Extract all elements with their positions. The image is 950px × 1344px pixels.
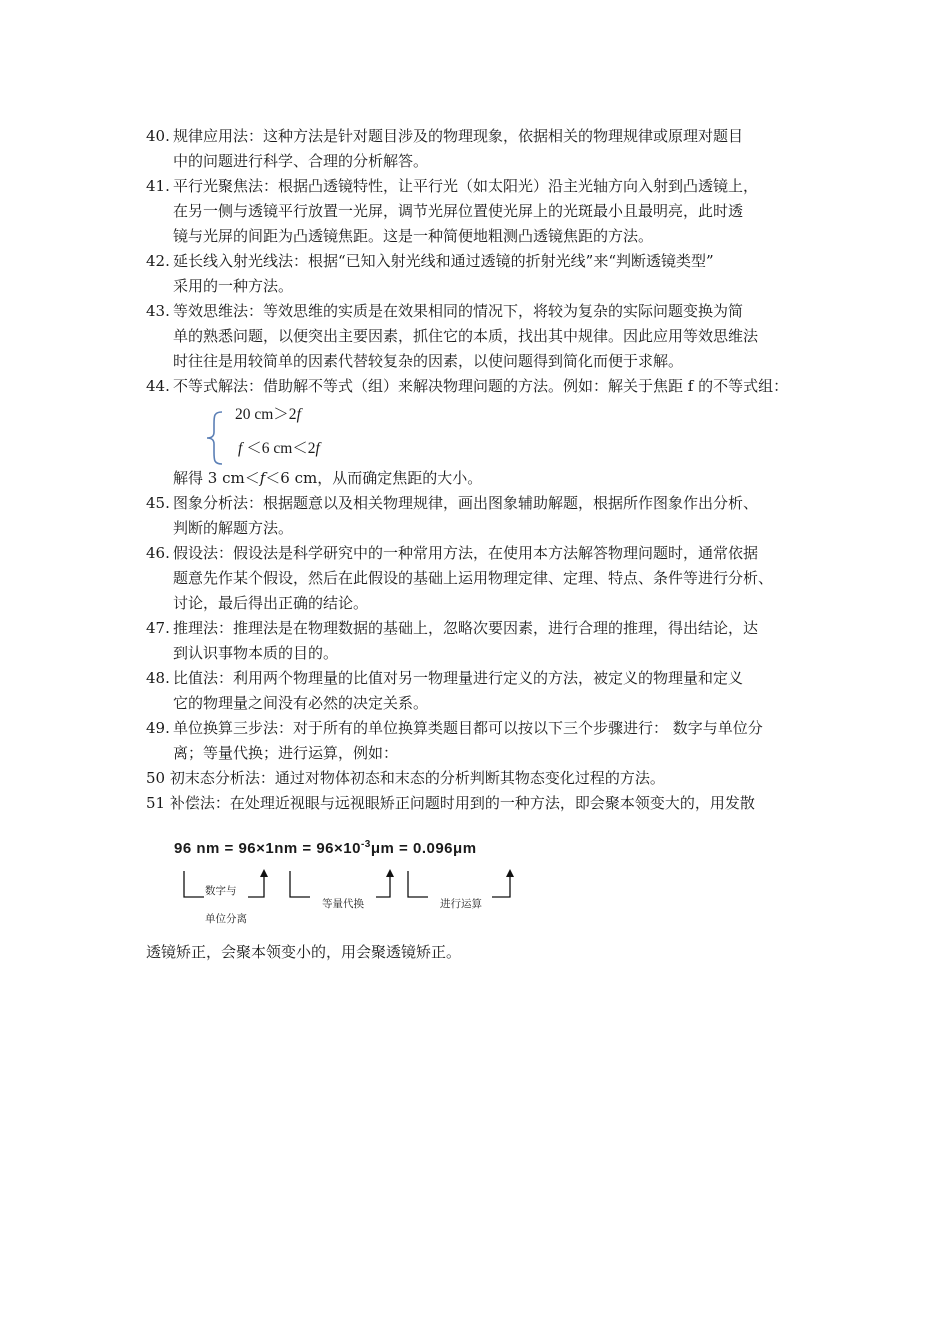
item-51-text: 51 补偿法：在处理近视眼与远视眼矫正问题时用到的一种方法，即会聚本领变大的，用发散 bbox=[146, 794, 755, 812]
item-text: 图象分析法：根据题意以及相关物理规律，画出图象辅助解题，根据所作图象作出分析、 bbox=[173, 494, 759, 512]
item-text: 比值法：利用两个物理量的比值对另一物理量进行定义的方法，被定义的物理量和定义 bbox=[173, 669, 744, 687]
item-text: 单位换算三步法：对于所有的单位换算类题目都可以按以下三个步骤进行： 数字与单位分 bbox=[173, 719, 763, 737]
item-number: 41. bbox=[146, 177, 170, 195]
item-text: 题意先作某个假设，然后在此假设的基础上运用物理定律、定理、特点、条件等进行分析、 bbox=[173, 569, 774, 587]
item-text: 等效思维法：等效思维的实质是在效果相同的情况下，将较为复杂的实际问题变换为简 bbox=[173, 302, 744, 320]
inequality-solution: 解得 3 cm＜f＜6 cm，从而确定焦距的大小。 bbox=[173, 469, 483, 487]
item-text: 假设法：假设法是科学研究中的一种常用方法，在使用本方法解答物理问题时，通常依据 bbox=[173, 544, 759, 562]
item-text: 平行光聚焦法：根据凸透镜特性，让平行光（如太阳光）沿主光轴方向入射到凸透镜上， bbox=[173, 177, 759, 195]
item-text: 讨论，最后得出正确的结论。 bbox=[173, 594, 369, 612]
closing-text: 透镜矫正，会聚本领变小的，用会聚透镜矫正。 bbox=[146, 943, 462, 961]
conversion-formula: 96 nm = $96\times 1nm = 96\times 10^{-3}\mu m = 0.096\mu m$ bbox=[174, 839, 477, 857]
item-50-text: 50 初末态分析法：通过对物体初态和末态的分析判断其物态变化过程的方法。 bbox=[146, 769, 665, 787]
item-number: 49. bbox=[146, 719, 170, 737]
unit-conversion-figure bbox=[170, 833, 530, 928]
item-number: 46. bbox=[146, 544, 170, 562]
item-number: 47. bbox=[146, 619, 170, 637]
item-number: 48. bbox=[146, 669, 170, 687]
item-number: 44. bbox=[146, 377, 170, 395]
item-text: 不等式解法：借助解不等式（组）来解决物理问题的方法。例如：解关于焦距 f 的不等式组： bbox=[173, 377, 789, 395]
step-label-separate: 数字与 bbox=[205, 885, 237, 897]
item-text: 在另一侧与透镜平行放置一光屏，调节光屏位置使光屏上的光斑最小且最明亮，此时透 bbox=[173, 202, 744, 220]
inequality-line-2: f ＜6 cm＜2f bbox=[238, 440, 320, 457]
item-text: 推理法：推理法是在物理数据的基础上，忽略次要因素，进行合理的推理，得出结论，达 bbox=[173, 619, 759, 637]
item-number: 45. bbox=[146, 494, 170, 512]
item-text: 离；等量代换；进行运算，例如： bbox=[173, 744, 399, 762]
step-label-separate-2: 单位分离 bbox=[205, 913, 247, 925]
item-text: 单的熟悉问题，以便突出主要因素，抓住它的本质，找出其中规律。因此应用等效思维法 bbox=[173, 327, 759, 345]
step-label-calculate: 进行运算 bbox=[440, 898, 482, 910]
item-text: 延长线入射光线法：根据“已知入射光线和通过透镜的折射光线”来“判断透镜类型” bbox=[173, 252, 714, 270]
item-text: 镜与光屏的间距为凸透镜焦距。这是一种简便地粗测凸透镜焦距的方法。 bbox=[173, 227, 654, 245]
item-text: 判断的解题方法。 bbox=[173, 519, 294, 537]
item-number: 43. bbox=[146, 302, 170, 320]
item-text: 到认识事物本质的目的。 bbox=[173, 644, 339, 662]
item-text: 中的问题进行科学、合理的分析解答。 bbox=[173, 152, 429, 170]
inequality-line-1: 20 cm＞2f bbox=[235, 406, 301, 423]
item-text: 规律应用法：这种方法是针对题目涉及的物理现象，依据相关的物理规律或原理对题目 bbox=[173, 127, 744, 145]
brace-icon bbox=[204, 410, 226, 466]
step-label-substitute: 等量代换 bbox=[322, 898, 364, 910]
item-number: 40. bbox=[146, 127, 170, 145]
item-text: 它的物理量之间没有必然的决定关系。 bbox=[173, 694, 429, 712]
item-number: 42. bbox=[146, 252, 170, 270]
item-text: 时往往是用较简单的因素代替较复杂的因素，以使问题得到简化而便于求解。 bbox=[173, 352, 684, 370]
item-text: 采用的一种方法。 bbox=[173, 277, 294, 295]
